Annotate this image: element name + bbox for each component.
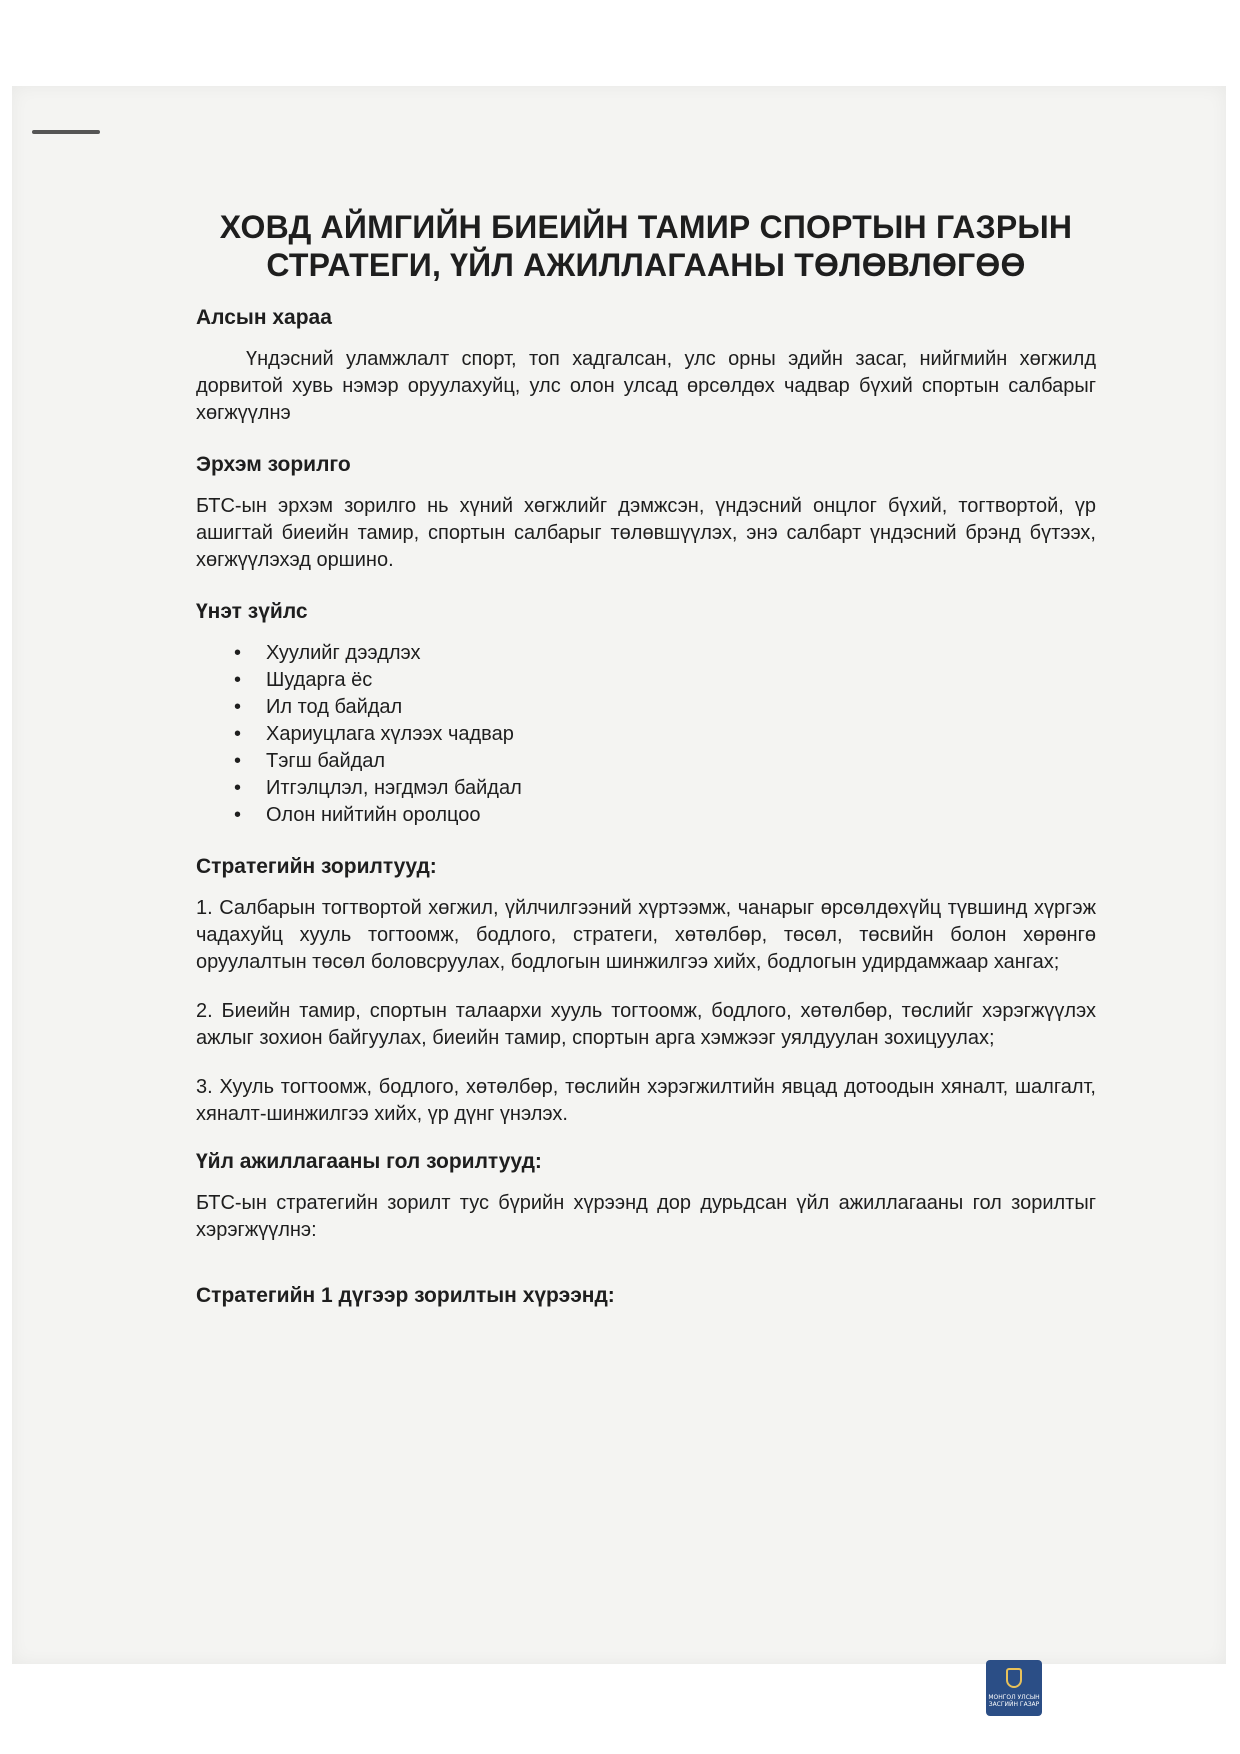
value-item: • Тэгш байдал <box>234 748 1096 775</box>
main-activities-text: БТС-ын стратегийн зорилт тус бүрийн хүрээнд дор дурьдсан үйл ажиллагааны гол зорилтыг хэрэгжүүлнэ: <box>196 1192 1096 1241</box>
vision-text: Үндэсний уламжлалт спорт, топ хадгалсан, улс орны эдийн засаг, нийгмийн хөгжилд дорвитой хувь нэмэр оруулахуйц, улс олон улсад өрсөлдөх чадвар бүхий спортын салбарыг хөгжүүлнэ <box>196 348 1096 424</box>
logo-caption: МОНГОЛ УЛСЫН ЗАСГИЙН ГАЗАР <box>988 1694 1040 1708</box>
soyombo-emblem-icon <box>1006 1668 1022 1688</box>
value-item: • Хариуцлага хүлээх чадвар <box>234 721 1096 748</box>
value-item: • Хуулийг дээдлэх <box>234 640 1096 667</box>
document-title <box>196 208 1096 284</box>
document-body <box>196 208 1096 1324</box>
value-item: • Ил тод байдал <box>234 694 1096 721</box>
value-item: • Итгэлцлэл, нэгдмэл байдал <box>234 775 1096 802</box>
strategic-goal-item: 3. Хууль тогтоомж, бодлого, хөтөлбөр, төслийн хэрэгжилтийн явцад дотоодын хяналт, шалгалт, хяналт-шинжилгээ хийх, үр дүнг үнэлэх. <box>196 1076 1096 1125</box>
values-list <box>196 640 1096 829</box>
government-logo <box>986 1660 1042 1716</box>
document-title-line1: ХОВД АЙМГИЙН БИЕИЙН ТАМИР СПОРТЫН ГАЗРЫН <box>219 209 1073 245</box>
scan-edge-mark <box>32 130 100 134</box>
values-heading: Үнэт зүйлс <box>196 600 308 623</box>
value-item: • Шударга ёс <box>234 667 1096 694</box>
vision-heading: Алсын хараа <box>196 306 332 329</box>
strategic-goals-heading: Стратегийн зорилтууд: <box>196 855 437 878</box>
goal1-heading: Стратегийн 1 дүгээр зорилтын хүрээнд: <box>196 1284 615 1307</box>
strategic-goal-item: 2. Биеийн тамир, спортын талаархи хууль тогтоомж, бодлого, хөтөлбөр, төслийг хэрэгжүүлэх ажлыг зохион байгуулах, биеийн тамир, спортын арга хэмжээг уялдуулан зохицуулах; <box>196 1000 1096 1049</box>
main-activities-heading: Үйл ажиллагааны гол зорилтууд: <box>196 1150 542 1173</box>
strategic-goal-item: 1. Салбарын тогтвортой хөгжил, үйлчилгээний хүртээмж, чанарыг өрсөлдөхүйц түвшинд хүргэж чадахуйц хууль тогтоомж, бодлого, стратеги, хөтөлбөр, төсөл, төсвийн болон хөрөнгө оруулалтын төсөл боловсруулах, бодлогын шинжилгээ хийх, бодлогын удирдамжаар хангах; <box>196 897 1096 973</box>
mission-text: БТС-ын эрхэм зорилго нь хүний хөгжлийг дэмжсэн, үндэсний онцлог бүхий, тогтвортой, үр ашигтай биеийн тамир, спортын салбарыг төлөвшүүлэх, энэ салбарт үндэсний брэнд бүтээх, хөгжүүлэхэд оршино. <box>196 495 1096 571</box>
value-item: • Олон нийтийн оролцоо <box>234 802 1096 829</box>
document-title-line2: СТРАТЕГИ, ҮЙЛ АЖИЛЛАГААНЫ ТӨЛӨВЛӨГӨӨ <box>266 247 1026 283</box>
mission-heading: Эрхэм зорилго <box>196 453 351 476</box>
